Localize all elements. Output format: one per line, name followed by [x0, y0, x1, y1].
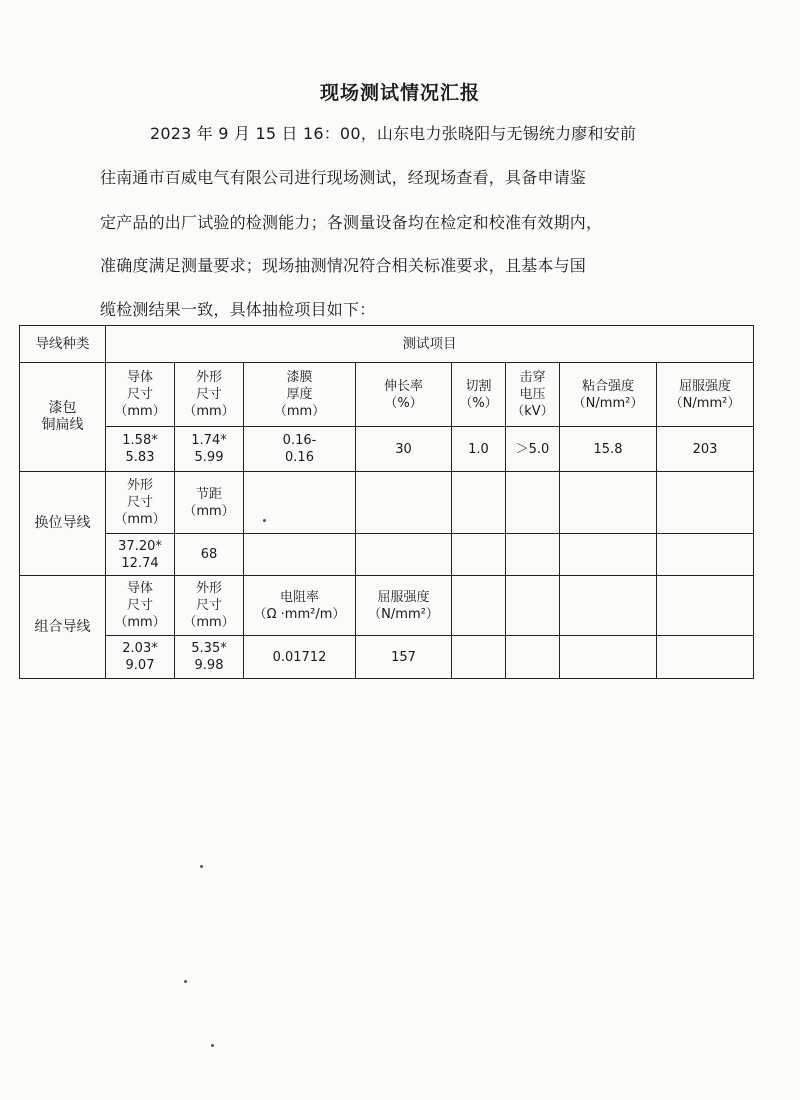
col-head-outer-size: 外形 尺寸 （mm）	[175, 576, 244, 636]
paragraph-line: 准确度满足测量要求；现场抽测情况符合相关标准要求，且基本与国	[100, 256, 587, 275]
col-head-outer-size: 外形 尺寸 （mm）	[175, 363, 244, 427]
scan-speck	[200, 865, 203, 868]
category-name: 漆包	[48, 400, 77, 416]
empty-cell	[560, 472, 657, 534]
paragraph-line: 缆检测结果一致，具体抽检项目如下：	[100, 300, 376, 319]
empty-cell	[657, 636, 754, 679]
scan-speck	[211, 1044, 214, 1047]
empty-cell	[452, 636, 506, 679]
scan-speck	[184, 980, 187, 983]
scan-speck	[263, 519, 266, 522]
empty-cell	[452, 576, 506, 636]
empty-cell	[657, 534, 754, 576]
col-head-resistivity: 电阻率 （Ω ·mm²/m）	[244, 576, 356, 636]
empty-cell	[452, 472, 506, 534]
empty-cell	[657, 472, 754, 534]
paragraph-line: 定产品的出厂试验的检测能力；各测量设备均在检定和校准有效期内，	[100, 213, 603, 232]
empty-cell	[244, 472, 356, 534]
value-breakdown-voltage: ＞5.0	[506, 427, 560, 472]
col-head-elongation: 伸长率 （%）	[356, 363, 452, 427]
value-outer-size: 37.20* 12.74	[106, 534, 175, 576]
value-cut: 1.0	[452, 427, 506, 472]
header-wire-type: 导线种类	[20, 326, 106, 363]
value-pitch: 68	[175, 534, 244, 576]
value-yield-strength: 157	[356, 636, 452, 679]
col-head-conductor-size: 导体 尺寸 （mm）	[106, 363, 175, 427]
seal-stamp-edge	[760, 315, 800, 429]
test-items-table	[19, 325, 754, 679]
col-head-pitch: 节距 （mm）	[175, 472, 244, 534]
empty-cell	[657, 576, 754, 636]
category-combined-wire: 组合导线	[20, 576, 106, 679]
empty-cell	[452, 534, 506, 576]
category-transposed-wire: 换位导线	[20, 472, 106, 576]
empty-cell	[560, 576, 657, 636]
empty-cell	[506, 576, 560, 636]
empty-cell	[506, 534, 560, 576]
empty-cell	[560, 636, 657, 679]
col-head-conductor-size: 导体 尺寸 （mm）	[106, 576, 175, 636]
empty-cell	[506, 636, 560, 679]
category-enameled-rect-wire	[20, 363, 106, 472]
value-elongation: 30	[356, 427, 452, 472]
report-paragraph	[0, 0, 800, 330]
value-outer-size: 1.74* 5.99	[175, 427, 244, 472]
col-head-breakdown-voltage: 击穿 电压 （kV）	[506, 363, 560, 427]
document-title: 现场测试情况汇报	[319, 82, 480, 104]
col-head-yield-strength: 屈服强度 （N/mm²）	[356, 576, 452, 636]
col-head-film-thickness: 漆膜 厚度 （mm）	[244, 363, 356, 427]
col-head-yield-strength: 屈服强度 （N/mm²）	[657, 363, 754, 427]
paragraph-line: 往南通市百威电气有限公司进行现场测试，经现场查看，具备申请鉴	[100, 168, 587, 187]
empty-cell	[560, 534, 657, 576]
value-conductor-size: 1.58* 5.83	[106, 427, 175, 472]
value-resistivity: 0.01712	[244, 636, 356, 679]
col-head-outer-size: 外形 尺寸 （mm）	[106, 472, 175, 534]
col-head-bond-strength: 粘合强度 （N/mm²）	[560, 363, 657, 427]
col-head-cut: 切割 （%）	[452, 363, 506, 427]
empty-cell	[244, 534, 356, 576]
value-conductor-size: 2.03* 9.07	[106, 636, 175, 679]
value-film-thickness: 0.16- 0.16	[244, 427, 356, 472]
category-name: 铜扁线	[41, 417, 84, 433]
paragraph-line: 2023 年 9 月 15 日 16：00，山东电力张晓阳与无锡统力廖和安前	[150, 124, 637, 143]
value-yield-strength: 203	[657, 427, 754, 472]
header-test-items: 测试项目	[106, 326, 754, 363]
empty-cell	[356, 472, 452, 534]
empty-cell	[356, 534, 452, 576]
value-bond-strength: 15.8	[560, 427, 657, 472]
value-outer-size: 5.35* 9.98	[175, 636, 244, 679]
empty-cell	[506, 472, 560, 534]
